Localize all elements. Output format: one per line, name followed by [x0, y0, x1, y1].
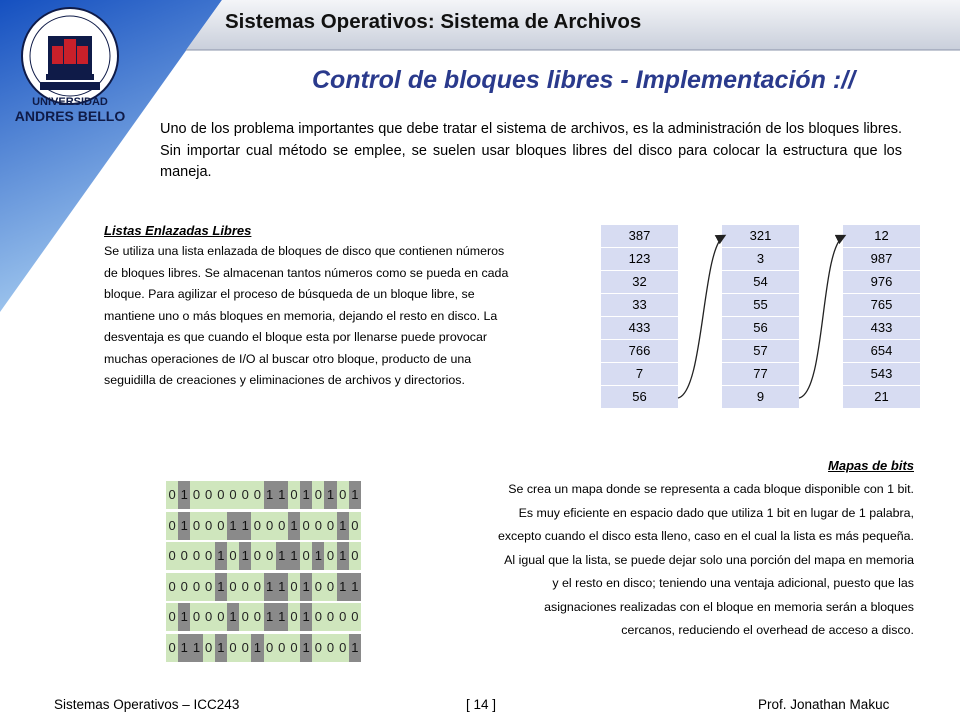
bitmap-row — [166, 512, 361, 540]
bit-cell: 0 — [239, 634, 251, 662]
block-entry: 433 — [601, 317, 678, 340]
block-entry: 12 — [843, 225, 920, 248]
bit-cell: 1 — [288, 542, 300, 570]
bit-cell: 0 — [349, 512, 361, 540]
bit-cell: 1 — [288, 512, 300, 540]
bit-cell: 0 — [324, 512, 336, 540]
bit-cell: 1 — [337, 573, 349, 601]
bit-cell: 0 — [227, 634, 239, 662]
block-entry: 543 — [843, 363, 920, 386]
bit-cell: 0 — [288, 481, 300, 509]
bit-cell: 1 — [312, 542, 324, 570]
block-entry: 54 — [722, 271, 799, 294]
bit-cell: 0 — [337, 603, 349, 631]
bit-cell: 1 — [239, 542, 251, 570]
bitmap-title: Mapas de bits — [828, 458, 914, 473]
bit-cell: 0 — [312, 481, 324, 509]
bit-cell: 0 — [251, 512, 263, 540]
block-entry: 7 — [601, 363, 678, 386]
block-entry: 55 — [722, 294, 799, 317]
bit-cell: 0 — [166, 573, 178, 601]
block-entry: 9 — [722, 386, 799, 409]
bit-cell: 1 — [215, 634, 227, 662]
bit-cell: 0 — [227, 542, 239, 570]
bit-cell: 0 — [276, 634, 288, 662]
bit-cell: 1 — [264, 603, 276, 631]
footer-course: Sistemas Operativos – ICC243 — [54, 697, 240, 712]
block-entry: 654 — [843, 340, 920, 363]
bit-cell: 0 — [178, 573, 190, 601]
bit-cell: 0 — [203, 573, 215, 601]
bit-cell: 1 — [264, 573, 276, 601]
footer-page-number: [ 14 ] — [466, 697, 497, 712]
bit-cell: 1 — [276, 481, 288, 509]
bit-cell: 0 — [337, 481, 349, 509]
block-entry: 32 — [601, 271, 678, 294]
bit-cell: 0 — [227, 481, 239, 509]
bit-cell: 0 — [251, 603, 263, 631]
bit-cell: 0 — [312, 573, 324, 601]
bit-cell: 1 — [300, 573, 312, 601]
bit-cell: 1 — [178, 512, 190, 540]
bit-cell: 1 — [324, 481, 336, 509]
bit-cell: 1 — [337, 512, 349, 540]
bit-cell: 1 — [227, 603, 239, 631]
block-entry: 387 — [601, 225, 678, 248]
bit-cell: 0 — [203, 603, 215, 631]
bit-cell: 0 — [166, 481, 178, 509]
block-entry: 56 — [601, 386, 678, 409]
bit-cell: 0 — [264, 542, 276, 570]
bit-cell: 1 — [227, 512, 239, 540]
bit-cell: 0 — [300, 542, 312, 570]
linked-list-description: Se utiliza una lista enlazada de bloques de disco que contienen números de bloques libres. Se almacenan tantos números como se pueda en cada bloque. Para agilizar el proceso de búsqueda de un bloque libre, se mantiene uno o más bloques en memoria, dejando el resto en disco. La desventaja es que cuando el bloque esta por llenarse puede provocar muchas operaciones de I/O al buscar otro bloque, producto de una seguidilla de creaciones y eliminaciones de archivos y directorios. — [104, 244, 509, 387]
block-entry: 765 — [843, 294, 920, 317]
block-entry: 77 — [722, 363, 799, 386]
block-entry: 21 — [843, 386, 920, 409]
bitmap-row — [166, 573, 361, 601]
block-entry: 33 — [601, 294, 678, 317]
bit-cell: 0 — [166, 512, 178, 540]
bitmap-grid — [166, 481, 361, 664]
bit-cell: 0 — [227, 573, 239, 601]
bit-cell: 0 — [239, 603, 251, 631]
bit-cell: 1 — [349, 634, 361, 662]
bit-cell: 0 — [190, 512, 202, 540]
block-entry: 57 — [722, 340, 799, 363]
bit-cell: 0 — [215, 481, 227, 509]
bit-cell: 1 — [178, 603, 190, 631]
logo-line-1: UNIVERSIDAD — [32, 96, 108, 108]
bitmap-row — [166, 634, 361, 662]
link-arrow-1 — [678, 236, 724, 398]
bit-cell: 1 — [239, 512, 251, 540]
bit-cell: 0 — [215, 512, 227, 540]
bit-cell: 0 — [276, 512, 288, 540]
logo-line-2: ANDRES BELLO — [14, 108, 126, 124]
bit-cell: 1 — [300, 481, 312, 509]
bit-cell: 0 — [324, 542, 336, 570]
bit-cell: 1 — [349, 481, 361, 509]
bit-cell: 0 — [324, 634, 336, 662]
bit-cell: 1 — [251, 634, 263, 662]
bit-cell: 1 — [276, 573, 288, 601]
footer-professor: Prof. Jonathan Makuc — [758, 697, 890, 712]
bit-cell: 1 — [178, 634, 190, 662]
bit-cell: 0 — [349, 542, 361, 570]
bit-cell: 1 — [300, 634, 312, 662]
bit-cell: 0 — [215, 603, 227, 631]
bit-cell: 1 — [190, 634, 202, 662]
bit-cell: 0 — [178, 542, 190, 570]
block-entry: 433 — [843, 317, 920, 340]
bit-cell: 0 — [190, 573, 202, 601]
bit-cell: 0 — [190, 603, 202, 631]
bitmap-row — [166, 481, 361, 509]
bit-cell: 1 — [300, 603, 312, 631]
page-title: Sistemas Operativos: Sistema de Archivos — [225, 10, 642, 33]
block-entry: 123 — [601, 248, 678, 271]
bitmap-description: Se crea un mapa donde se representa a cada bloque disponible con 1 bit. Es muy eficiente en espacio dado que utiliza 1 bit en lugar de 1 palabra, excepto cuando el disco esta lleno, caso en el cual la lista es más pequeña. Al igual que la lista, se puede dejar solo una porción del mapa en memoria y el resto en disco; teniendo una ventaja adicional, puesto que las asignaciones realizadas con el bloque en memoria serán a bloques cercanos, reduciendo el overhead de acceso a disco. — [497, 482, 914, 637]
bit-cell: 0 — [166, 603, 178, 631]
bit-cell: 0 — [239, 573, 251, 601]
bit-cell: 1 — [178, 481, 190, 509]
bit-cell: 0 — [324, 603, 336, 631]
bit-cell: 1 — [264, 481, 276, 509]
bit-cell: 0 — [203, 481, 215, 509]
bit-cell: 0 — [251, 573, 263, 601]
linked-list-title: Listas Enlazadas Libres — [104, 223, 252, 238]
bit-cell: 0 — [300, 512, 312, 540]
bit-cell: 0 — [166, 542, 178, 570]
bit-cell: 0 — [203, 634, 215, 662]
bit-cell: 0 — [264, 634, 276, 662]
block-entry: 976 — [843, 271, 920, 294]
bit-cell: 0 — [251, 481, 263, 509]
block-entry: 321 — [722, 225, 799, 248]
bit-cell: 0 — [264, 512, 276, 540]
bit-cell: 0 — [324, 573, 336, 601]
bit-cell: 1 — [215, 542, 227, 570]
bit-cell: 0 — [337, 634, 349, 662]
bit-cell: 1 — [337, 542, 349, 570]
bitmap-row — [166, 542, 361, 570]
bit-cell: 1 — [276, 542, 288, 570]
bit-cell: 0 — [312, 634, 324, 662]
block-entry: 56 — [722, 317, 799, 340]
bit-cell: 0 — [312, 512, 324, 540]
bit-cell: 1 — [276, 603, 288, 631]
bit-cell: 0 — [190, 542, 202, 570]
bit-cell: 0 — [288, 634, 300, 662]
bit-cell: 1 — [349, 573, 361, 601]
bit-cell: 0 — [190, 481, 202, 509]
bit-cell: 0 — [239, 481, 251, 509]
bit-cell: 0 — [349, 603, 361, 631]
bit-cell: 0 — [166, 634, 178, 662]
block-entry: 766 — [601, 340, 678, 363]
bit-cell: 1 — [215, 573, 227, 601]
bit-cell: 0 — [288, 603, 300, 631]
bit-cell: 0 — [203, 542, 215, 570]
slide-subtitle: Control de bloques libres - Implementación :// — [312, 66, 856, 94]
bit-cell: 0 — [312, 603, 324, 631]
bit-cell: 0 — [288, 573, 300, 601]
link-arrow-2 — [799, 236, 844, 398]
intro-paragraph: Uno de los problema importantes que debe tratar el sistema de archivos, es la administración de los bloques libres. Sin importar cual método se emplee, se suelen usar bloques libres del disco para colocar la estructura que los maneja. — [160, 121, 902, 180]
block-entry: 3 — [722, 248, 799, 271]
bitmap-row — [166, 603, 361, 631]
bit-cell: 0 — [203, 512, 215, 540]
block-entry: 987 — [843, 248, 920, 271]
bit-cell: 0 — [251, 542, 263, 570]
